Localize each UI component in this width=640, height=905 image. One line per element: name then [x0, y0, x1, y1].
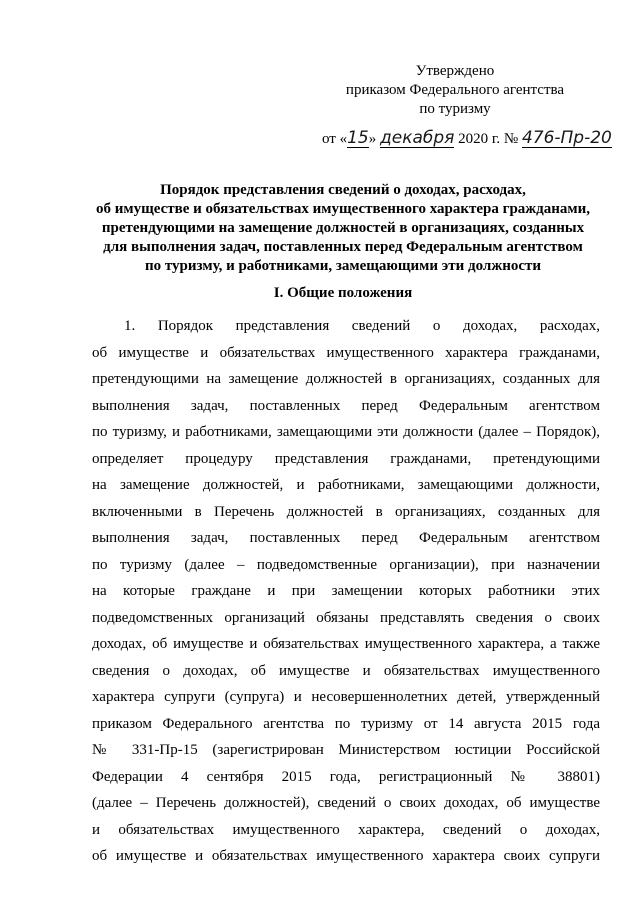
- order-mid: »: [368, 131, 377, 147]
- body-line: подведомственных организаций обязаны представлять сведения о своих: [92, 609, 600, 626]
- body-line: характера супруги (супруга) и несовершеннолетних детей, утвержденный: [92, 689, 600, 705]
- title-line: по туризму, и работниками, замещающими эти должности: [144, 258, 542, 274]
- body-line: Федерации 4 сентября 2015 года, регистрационный № 38801): [92, 768, 600, 785]
- approval-line: Утверждено: [415, 63, 495, 79]
- body-paragraph: [92, 313, 600, 870]
- body-line: по туризму (далее – подведомственные организации), при назначении: [92, 556, 600, 573]
- body-line: об имуществе и обязательствах имущественного характера своих супруги: [92, 848, 600, 864]
- title-line: для выполнения задач, поставленных перед Федеральным агентством: [103, 239, 583, 255]
- body-line: 1. Порядок представления сведений о доходах, расходах,: [124, 318, 600, 334]
- body-line: об имуществе и обязательствах имущественного характера гражданами,: [92, 344, 600, 361]
- body-line: выполнения задач, поставленных перед Федеральным агентством: [92, 397, 600, 414]
- body-line: претендующими на замещение должностей в организациях, созданных для: [92, 371, 600, 387]
- order-day: 15: [347, 128, 369, 148]
- body-line: № 331-Пр-15 (зарегистрирован Министерством юстиции Российской: [92, 742, 600, 758]
- section-heading: I. Общие положения: [273, 285, 413, 301]
- body-line: доходах, об имуществе и обязательствах имущественного характера, а также: [92, 636, 600, 652]
- order-month: декабря: [380, 128, 455, 148]
- document-title: [78, 181, 608, 276]
- body-line: выполнения задач, поставленных перед Федеральным агентством: [92, 530, 600, 546]
- body-line: по туризму, и работниками, замещающими эти должности (далее – Порядок),: [92, 424, 600, 440]
- body-line: и обязательствах имущественного характера, сведений о доходах,: [92, 821, 600, 838]
- order-date-number: [322, 128, 622, 150]
- order-number: 476-Пр-20: [521, 128, 612, 148]
- body-line: включенными в Перечень должностей в организациях, созданных для: [92, 503, 600, 520]
- body-line: на которые граждане и при замещении которых работники этих: [92, 583, 600, 599]
- body-line: сведения о доходах, об имуществе и обязательствах имущественного: [92, 662, 600, 679]
- approval-block: [330, 62, 580, 119]
- body-line: на замещение должностей, и работниками, замещающими должности,: [92, 477, 600, 493]
- approval-line: приказом Федерального агентства: [345, 82, 565, 98]
- body-line: определяет процедуру представления гражданами, претендующими: [92, 450, 600, 467]
- title-line: об имуществе и обязательствах имущественного характера гражданами,: [95, 201, 591, 217]
- body-line: (далее – Перечень должностей), сведений о своих доходах, об имуществе: [92, 795, 600, 811]
- title-line: претендующими на замещение должностей в организациях, созданных: [101, 220, 585, 236]
- body-line: приказом Федерального агентства по туризму от 14 августа 2015 года: [92, 715, 600, 732]
- title-line: Порядок представления сведений о доходах, расходах,: [160, 182, 526, 198]
- order-year: 2020 г. №: [458, 131, 519, 147]
- order-prefix: от «: [322, 131, 348, 147]
- approval-line: по туризму: [419, 101, 491, 117]
